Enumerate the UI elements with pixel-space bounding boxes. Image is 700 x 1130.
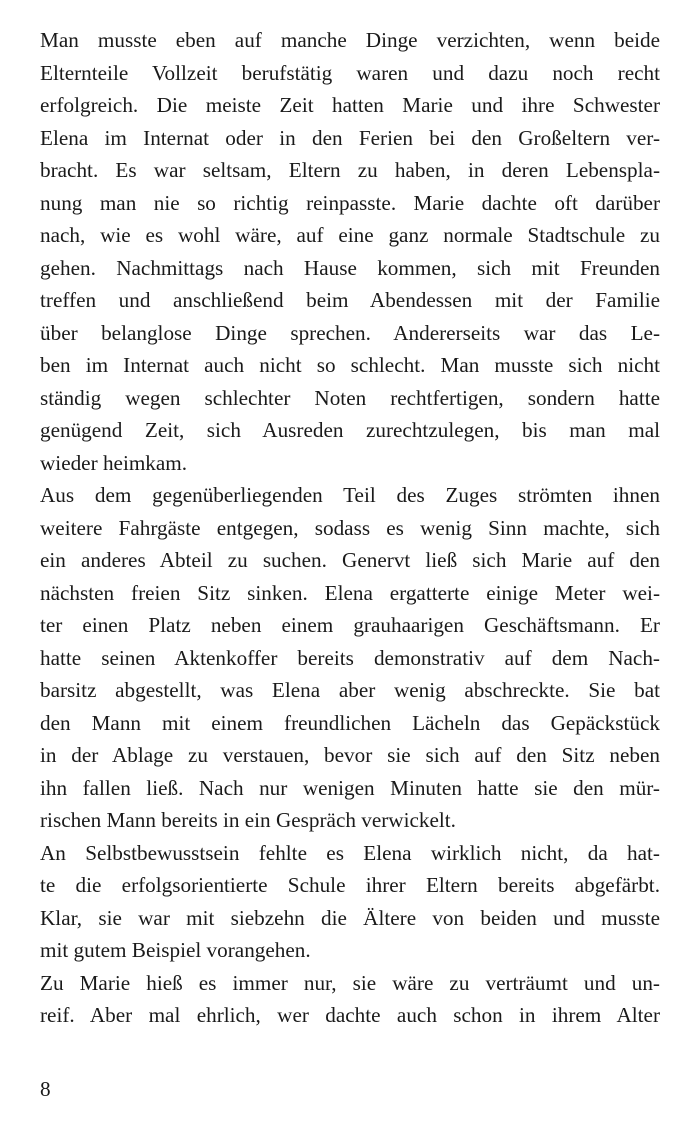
text-line: Elternteile Vollzeit berufstätig waren und dazu noch recht bbox=[40, 60, 660, 85]
text-line: treffen und anschließend beim Abendessen mit der Familie bbox=[40, 288, 660, 312]
text-line: über belanglose Dinge sprechen. Andererseits war das Le- bbox=[40, 320, 660, 345]
text-line: Aus dem gegenüberliegenden Teil des Zuges strömten ihnen bbox=[40, 483, 660, 507]
paragraph bbox=[40, 24, 660, 479]
text-line: genügend Zeit, sich Ausreden zurechtzulegen, bis man mal bbox=[40, 418, 660, 442]
text-line: nung man nie so richtig reinpasste. Marie dachte oft darüber bbox=[40, 190, 660, 215]
page-number: 8 bbox=[40, 1077, 51, 1101]
text-line: wieder heimkam. bbox=[40, 450, 188, 475]
text-line: ihn fallen ließ. Nach nur wenigen Minuten hatte sie den mür- bbox=[40, 775, 660, 800]
text-line: den Mann mit einem freundlichen Lächeln das Gepäckstück bbox=[40, 710, 660, 735]
paragraph bbox=[40, 967, 660, 1032]
text-line: ständig wegen schlechter Noten rechtfertigen, sondern hatte bbox=[40, 385, 660, 410]
text-line: barsitz abgestellt, was Elena aber wenig abschreckte. Sie bat bbox=[40, 678, 660, 702]
paragraph bbox=[40, 479, 660, 837]
text-line: nach, wie es wohl wäre, auf eine ganz normale Stadtschule zu bbox=[40, 223, 660, 247]
text-line: weitere Fahrgäste entgegen, sodass es wenig Sinn machte, sich bbox=[40, 515, 660, 540]
text-line: hatte seinen Aktenkoffer bereits demonstrativ auf dem Nach- bbox=[40, 645, 660, 670]
body-text bbox=[40, 24, 660, 1032]
text-line: reif. Aber mal ehrlich, wer dachte auch schon in ihrem Alter bbox=[40, 1003, 660, 1027]
text-line: rischen Mann bereits in ein Gespräch verwickelt. bbox=[40, 808, 456, 832]
text-line: bracht. Es war seltsam, Eltern zu haben, in deren Lebenspla- bbox=[40, 158, 660, 182]
text-line: Elena im Internat oder in den Ferien bei den Großeltern ver- bbox=[40, 125, 660, 150]
paragraph bbox=[40, 837, 660, 967]
text-line: in der Ablage zu verstauen, bevor sie sich auf den Sitz neben bbox=[40, 743, 660, 767]
text-line: te die erfolgsorientierte Schule ihrer Eltern bereits abgefärbt. bbox=[40, 873, 660, 897]
text-line: ben im Internat auch nicht so schlecht. Man musste sich nicht bbox=[40, 353, 660, 377]
text-line: An Selbstbewusstsein fehlte es Elena wirklich nicht, da hat- bbox=[40, 840, 660, 865]
text-line: mit gutem Beispiel vorangehen. bbox=[40, 938, 311, 962]
text-line: Zu Marie hieß es immer nur, sie wäre zu verträumt und un- bbox=[40, 970, 660, 995]
text-line: ter einen Platz neben einem grauhaarigen Geschäftsmann. Er bbox=[40, 613, 660, 637]
text-line: Klar, sie war mit siebzehn die Ältere von beiden und musste bbox=[40, 905, 660, 930]
text-line: nächsten freien Sitz sinken. Elena ergatterte einige Meter wei- bbox=[40, 580, 660, 605]
text-line: erfolgreich. Die meiste Zeit hatten Marie und ihre Schwester bbox=[40, 93, 660, 117]
text-line: Man musste eben auf manche Dinge verzichten, wenn beide bbox=[40, 28, 660, 52]
text-line: gehen. Nachmittags nach Hause kommen, sich mit Freunden bbox=[40, 255, 660, 280]
text-line: ein anderes Abteil zu suchen. Genervt ließ sich Marie auf den bbox=[40, 548, 660, 572]
